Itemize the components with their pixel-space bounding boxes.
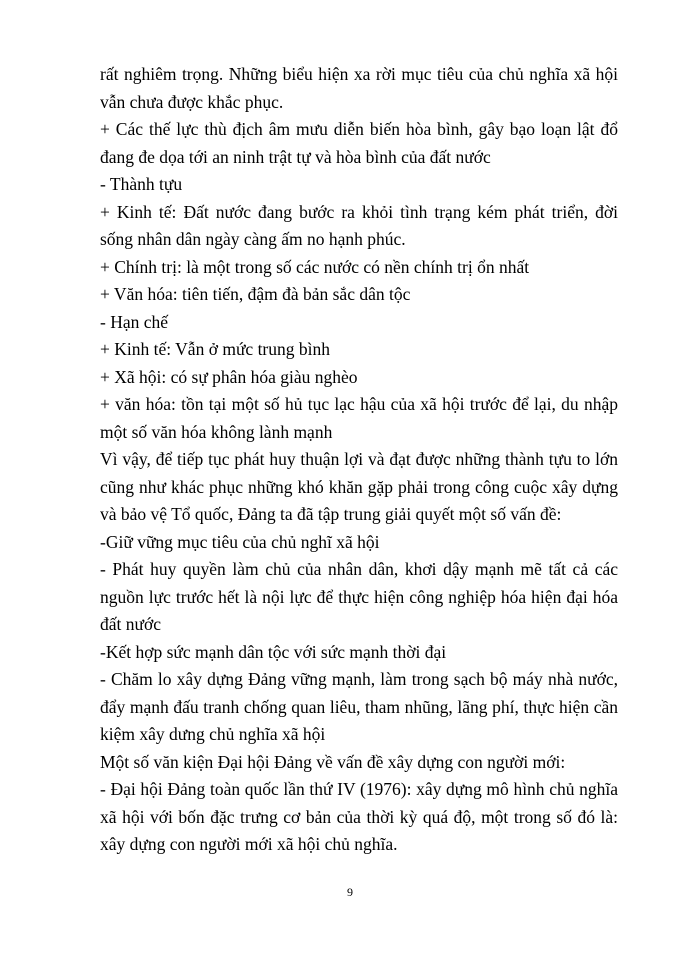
paragraph: Vì vậy, để tiếp tục phát huy thuận lợi và đạt được những thành tựu to lớn cũng như khác phục những khó khăn gặp phải trong công cuộc xây dựng và bảo vệ Tổ quốc, Đảng ta đã tập trung giải quyết một số vấn đề: bbox=[100, 449, 618, 524]
paragraph: + văn hóa: tồn tại một số hủ tục lạc hậu của xã hội trước để lại, du nhập một số văn hóa không lành mạnh bbox=[100, 394, 618, 442]
paragraph: rất nghiêm trọng. Những biểu hiện xa rời mục tiêu của chủ nghĩa xã hội vẫn chưa được khắc phục. bbox=[100, 64, 618, 112]
paragraph: Một số văn kiện Đại hội Đảng về vấn đề xây dựng con người mới: bbox=[100, 751, 566, 772]
paragraph: - Thành tựu bbox=[100, 174, 183, 194]
paragraph: + Kinh tế: Vẫn ở mức trung bình bbox=[100, 339, 330, 359]
paragraph: -Kết hợp sức mạnh dân tộc với sức mạnh thời đại bbox=[100, 641, 447, 662]
paragraph: + Các thế lực thù địch âm mưu diễn biến hòa bình, gây bạo loạn lật đổ đang đe dọa tới an ninh trật tự và hòa bình của đất nước bbox=[100, 119, 618, 167]
paragraph: + Chính trị: là một trong số các nước có nền chính trị ổn nhất bbox=[100, 256, 530, 277]
paragraph: - Đại hội Đảng toàn quốc lần thứ IV (1976): xây dựng mô hình chủ nghĩa xã hội với bốn đặc trưng cơ bản của thời kỳ quá độ, một trong số đó là: xây dựng con người mới xã hội chủ nghĩa. bbox=[100, 779, 618, 854]
paragraph: + Văn hóa: tiên tiến, đậm đà bản sắc dân tộc bbox=[100, 284, 411, 304]
paragraph: - Phát huy quyền làm chủ của nhân dân, khơi dậy mạnh mẽ tất cả các nguồn lực trước hết là nội lực để thực hiện công nghiệp hóa hiện đại hóa đất nước bbox=[100, 559, 618, 634]
page-number: 9 bbox=[347, 885, 353, 899]
paragraph: + Xã hội: có sự phân hóa giàu nghèo bbox=[100, 366, 358, 387]
paragraph: + Kinh tế: Đất nước đang bước ra khỏi tình trạng kém phát triển, đời sống nhân dân ngày càng ấm no hạnh phúc. bbox=[100, 201, 618, 249]
document-body bbox=[100, 61, 618, 859]
paragraph: - Hạn chế bbox=[100, 311, 169, 332]
paragraph: -Giữ vững mục tiêu của chủ nghĩ xã hội bbox=[100, 531, 380, 552]
paragraph: - Chăm lo xây dựng Đảng vững mạnh, làm trong sạch bộ máy nhà nước, đẩy mạnh đấu tranh chống quan liêu, tham nhũng, lãng phí, thực hiện cần kiệm xây dưng chủ nghĩa xã hội bbox=[100, 669, 618, 744]
